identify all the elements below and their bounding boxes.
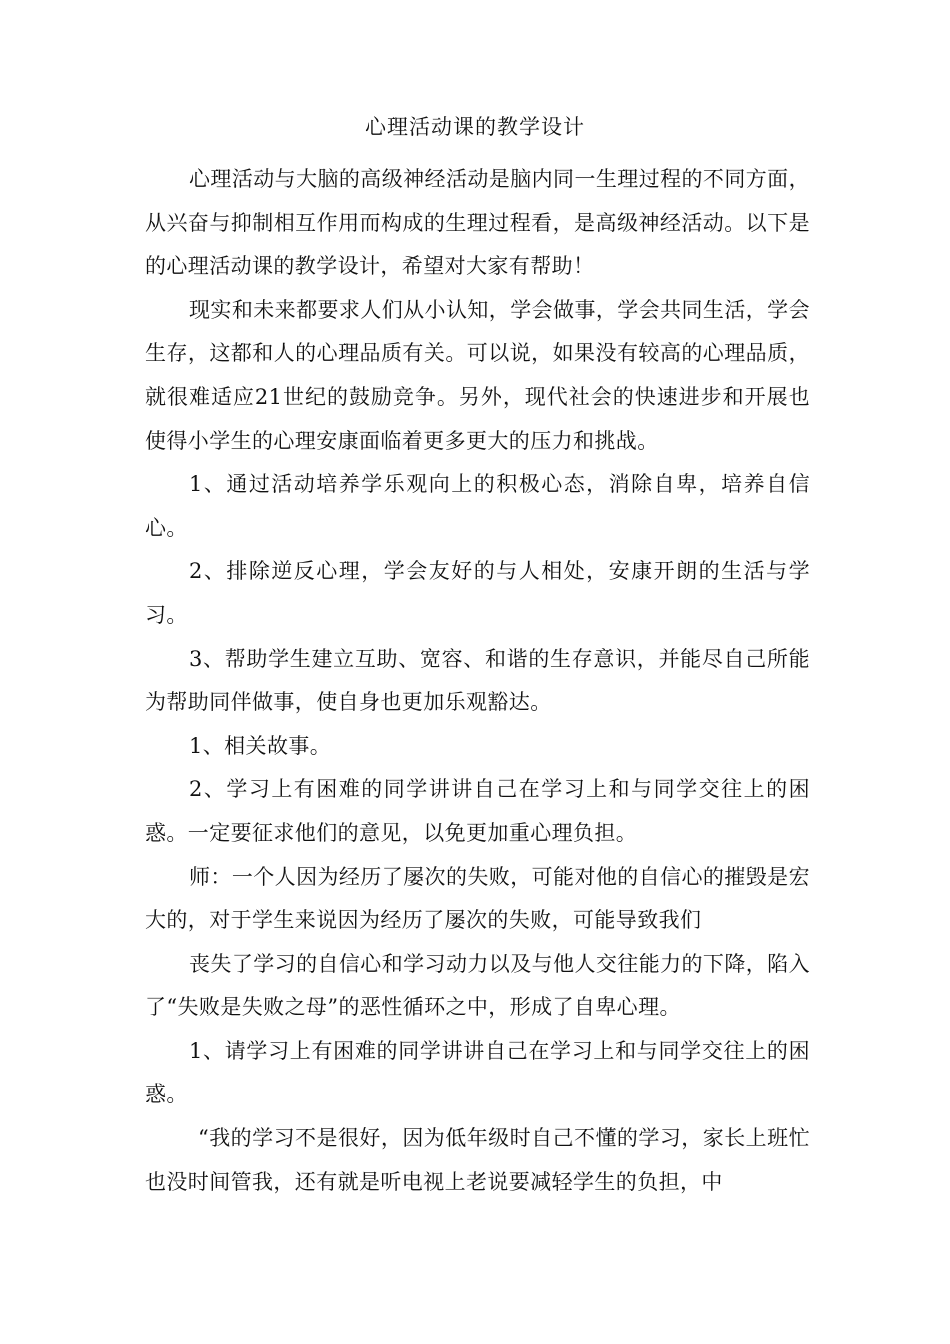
- paragraph-intro: 心理活动与大脑的高级神经活动是脑内同一生理过程的不同方面，从兴奋与抑制相互作用而构成的生理过程看，是高级神经活动。以下是的心理活动课的教学设计，希望对大家有帮助！: [145, 167, 810, 279]
- paragraph-prep-1: 1、相关故事。: [189, 733, 332, 758]
- paragraph-background: 现实和未来都要求人们从小认知，学会做事，学会共同生活，学会生存，这都和人的心理品质有关。可以说，如果没有较高的心理品质，就很难适应21世纪的鼓励竞争。另外，现代社会的快速进步和开展也使得小学生的心理安康面临着更多更大的压力和挑战。: [145, 297, 810, 453]
- paragraph-step-1: 1、请学习上有困难的同学讲讲自己在学习上和与同学交往上的困惑。: [145, 1038, 810, 1107]
- paragraph-goal-1: 1、通过活动培养学乐观向上的积极心态，消除自卑，培养自信心。: [145, 472, 810, 540]
- paragraph-goal-2: 2、排除逆反心理，学会友好的与人相处，安康开朗的生活与学习。: [145, 559, 810, 627]
- paragraph-goal-3: 3、帮助学生建立互助、宽容、和谐的生存意识，并能尽自己所能为帮助同伴做事，使自身也更加乐观豁达。: [145, 646, 810, 715]
- paragraph-prep-2: 2、学习上有困难的同学讲讲自己在学习上和与同学交往上的困惑。一定要征求他们的意见，以免更加重心理负担。: [145, 777, 810, 845]
- paragraph-student-quote: “我的学习不是很好，因为低年级时自己不懂的学习，家长上班忙也没时间管我，还有就是听电视上老说要减轻学生的负担，中: [145, 1126, 810, 1194]
- document-body: [145, 158, 810, 1204]
- paragraph-teacher-intro: 师：一个人因为经历了屡次的失败，可能对他的自信心的摧毁是宏大的，对于学生来说因为经历了屡次的失败，可能导致我们: [145, 864, 810, 933]
- document-title: 心理活动课的教学设计: [365, 115, 585, 139]
- paragraph-teacher-continued: 丧失了学习的自信心和学习动力以及与他人交往能力的下降，陷入了“失败是失败之母”的恶性循环之中，形成了自卑心理。: [145, 951, 810, 1020]
